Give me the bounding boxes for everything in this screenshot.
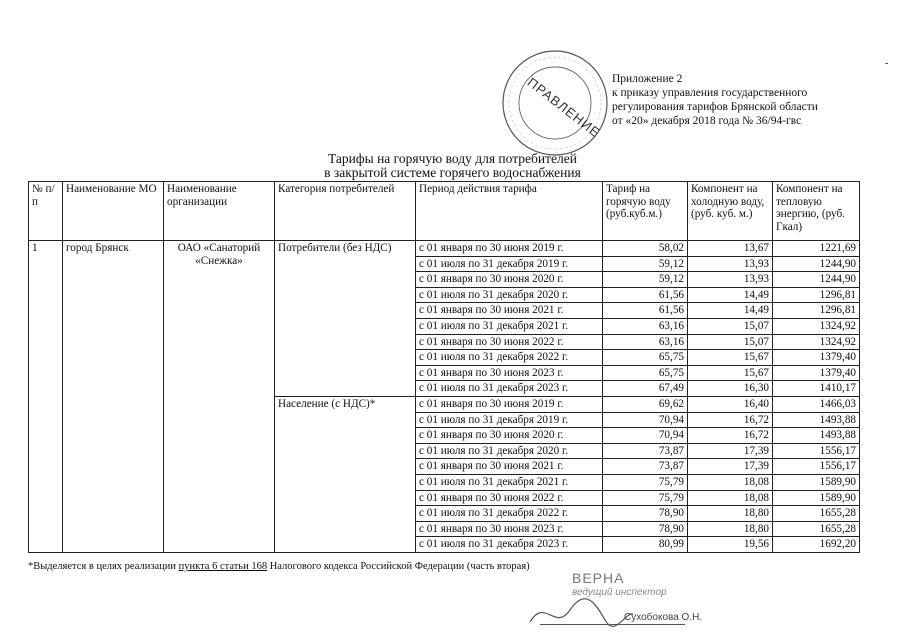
cell-heat-component: 1466,03 [773,396,860,412]
header-period: Период действия тарифа [416,182,603,241]
cell-period: с 01 января по 30 июня 2019 г. [416,241,603,257]
cell-cold-component: 15,07 [688,318,773,334]
certification-stamp: ВЕРНА [572,570,625,586]
cell-heat-component: 1379,40 [773,350,860,366]
document-page: ПРАВЛЕНИЕ - Приложение 2 к приказу управления государственного регулирования тарифов Брянской области от «20» декабря 2018 года № 36/94-гвс Тарифы на горячую воду для потребителей в закрытой системе горячего водоснабжения № п/п Наименование МО Наименование организации Категория потребителей Период действия тарифа Тариф на горячую воду (руб.куб.м.) Компонент на холодную воду, (руб. куб. м.) Компонент на тепловую энергию, (руб. Гкал) 1 город Брянск ОАО «Санаторий «Снежка» Потребители (без НДС) с 01 января по 30 июня 2019 г. 58,02 13,67 1221,69 с 01 июля по 31 декабря 2019 г. 59,12 13,93 1244,90 с 01 января по 30 июня 2020 г. 59,12 13,93 1244,90 с 01 июля по 31 декабря 2020 г. 61,56 14,49 1296,81 с 01 января по 30 июня 2021 г. 61,56 14,49 1296,81 с 01 июля по 31 декабря 2021 г. 63,16 15,07 1324,92 с 01 января по 30 июня 2022 г. 63,16 15,07 1324,92 с 01 июля по 31 декабря 2022 г. 65,75 15,67 1379,40 с 01 января по 30 июня 2023 г. 65,75 15,67 1379,40 с 01 июля по 31 декабря 2023 г. 67,49 16,30 1410,17 Население (с НДС)* с 01 января по 30 июня 2019 г. 69,62 16,40 1466,03 с 01 июля по 31 декабря 2019 г. 70,94 16,72 1493,88 с 01 января по 30 июня 2020 г. 70,94 16,72 1493,88 с 01 июля по 31 декабря 2020 г. 73,87 17,39 1556,17 с 01 января по 30 июня 2021 г. 73,87 17,39 1556,17 с 01 июля по 31 декабря 2021 г. 75,79 18,08 1589,90 с 01 января по 30 июня 2022 г. 75,79 18,08 1589,90 с 01 июля по 31 декабря 2022 г. 78,90 18,80 1655,28 с 01 января по 30 июня 2023 г. 78,90 18,80 1655,28 с 01 июля по 31 декабря 2023 г. 80,99 19,56 1692,20 *Выделяется в целях реализации пункта 6 статьи 168 Налогового кодекса Российской Федерации (часть вторая) ВЕРНА ведущий инспектор Сухобокова О.Н. [0,0,905,640]
cell-tariff: 67,49 [603,381,688,397]
cell-period: с 01 января по 30 июня 2020 г. [416,272,603,288]
cell-heat-component: 1410,17 [773,381,860,397]
cell-cold-component: 17,39 [688,459,773,475]
cell-tariff: 78,90 [603,506,688,522]
cell-tariff: 61,56 [603,303,688,319]
cell-period: с 01 июля по 31 декабря 2020 г. [416,287,603,303]
cell-heat-component: 1244,90 [773,272,860,288]
cell-cold-component: 15,07 [688,334,773,350]
cell-cold-component: 13,93 [688,272,773,288]
cell-tariff: 59,12 [603,256,688,272]
cell-cold-component: 18,08 [688,474,773,490]
cell-heat-component: 1692,20 [773,537,860,553]
footnote-suffix: Налогового кодекса Российской Федерации (часть вторая) [267,561,530,572]
cell-tariff: 70,94 [603,428,688,444]
table-header-row [29,182,860,241]
cell-heat-component: 1324,92 [773,318,860,334]
cell-heat-component: 1589,90 [773,474,860,490]
cell-cold-component: 18,80 [688,506,773,522]
cell-no: 1 [29,241,63,553]
cell-tariff: 70,94 [603,412,688,428]
cell-cold-component: 13,67 [688,241,773,257]
signature-icon [525,592,635,632]
header-heat-component: Компонент на тепловую энергию, (руб. Гкал) [773,182,860,241]
cell-period: с 01 июля по 31 декабря 2021 г. [416,474,603,490]
cell-period: с 01 июля по 31 декабря 2023 г. [416,381,603,397]
cell-org: ОАО «Санаторий «Снежка» [164,241,275,553]
cell-heat-component: 1493,88 [773,428,860,444]
cell-period: с 01 июля по 31 декабря 2023 г. [416,537,603,553]
cell-tariff: 58,02 [603,241,688,257]
cell-period: с 01 января по 30 июня 2023 г. [416,365,603,381]
cell-period: с 01 января по 30 июня 2022 г. [416,334,603,350]
cell-period: с 01 июля по 31 декабря 2020 г. [416,443,603,459]
appendix-line: Приложение 2 [612,73,683,85]
signature-line [540,624,685,625]
appendix-line: регулирования тарифов Брянской области [612,101,818,113]
appendix-line: к приказу управления государственного [612,87,808,99]
title-line-2: в закрытой системе горячего водоснабжения [324,165,581,180]
cell-period: с 01 января по 30 июня 2019 г. [416,396,603,412]
cell-mo: город Брянск [63,241,164,553]
cell-tariff: 65,75 [603,365,688,381]
cell-heat-component: 1493,88 [773,412,860,428]
cell-category: Население (с НДС)* [275,396,416,552]
tariff-table [28,181,860,553]
cell-tariff: 63,16 [603,334,688,350]
footnote [28,561,530,572]
cell-period: с 01 июля по 31 декабря 2022 г. [416,350,603,366]
cell-tariff: 80,99 [603,537,688,553]
cell-period: с 01 июля по 31 декабря 2021 г. [416,318,603,334]
cell-period: с 01 января по 30 июня 2023 г. [416,521,603,537]
cell-period: с 01 июля по 31 декабря 2019 г. [416,256,603,272]
stamp-text: ПРАВЛЕНИЕ [524,74,604,141]
cell-tariff: 63,16 [603,318,688,334]
cell-cold-component: 14,49 [688,287,773,303]
cell-period: с 01 июля по 31 декабря 2019 г. [416,412,603,428]
cell-heat-component: 1296,81 [773,287,860,303]
appendix-line: от «20» декабря 2018 года № 36/94-гвс [612,115,802,127]
cell-cold-component: 15,67 [688,350,773,366]
cell-cold-component: 14,49 [688,303,773,319]
cell-tariff: 61,56 [603,287,688,303]
cell-tariff: 73,87 [603,459,688,475]
cell-tariff: 75,79 [603,490,688,506]
cell-heat-component: 1556,17 [773,443,860,459]
header-no: № п/п [29,182,63,241]
table-body [29,241,860,553]
cell-cold-component: 18,08 [688,490,773,506]
title-line-1: Тарифы на горячую воду для потребителей [328,151,577,166]
cell-heat-component: 1556,17 [773,459,860,475]
header-org: Наименование организации [164,182,275,241]
cell-cold-component: 17,39 [688,443,773,459]
cell-heat-component: 1221,69 [773,241,860,257]
cell-heat-component: 1379,40 [773,365,860,381]
cell-cold-component: 16,72 [688,428,773,444]
cell-tariff: 65,75 [603,350,688,366]
footnote-law-link[interactable]: пункта 6 статьи 168 [178,561,268,572]
cell-category: Потребители (без НДС) [275,241,416,397]
document-title [0,152,905,180]
cell-heat-component: 1589,90 [773,490,860,506]
cell-cold-component: 13,93 [688,256,773,272]
footnote-prefix: *Выделяется в целях реализации [28,561,179,572]
cell-cold-component: 15,67 [688,365,773,381]
cell-period: с 01 января по 30 июня 2020 г. [416,428,603,444]
inspector-position: ведущий инспектор [572,587,667,598]
cell-tariff: 75,79 [603,474,688,490]
cell-cold-component: 19,56 [688,537,773,553]
cell-heat-component: 1655,28 [773,506,860,522]
header-category: Категория потребителей [275,182,416,241]
cell-period: с 01 июля по 31 декабря 2022 г. [416,506,603,522]
cell-tariff: 59,12 [603,272,688,288]
cell-tariff: 73,87 [603,443,688,459]
table-row [29,241,860,257]
cell-period: с 01 января по 30 июня 2022 г. [416,490,603,506]
cell-cold-component: 18,80 [688,521,773,537]
cell-period: с 01 января по 30 июня 2021 г. [416,459,603,475]
cell-tariff: 69,62 [603,396,688,412]
cell-cold-component: 16,40 [688,396,773,412]
cell-heat-component: 1655,28 [773,521,860,537]
cell-cold-component: 16,72 [688,412,773,428]
header-cold-component: Компонент на холодную воду, (руб. куб. м.) [688,182,773,241]
signer-name: Сухобокова О.Н. [624,612,703,623]
appendix-block [612,72,818,128]
cell-period: с 01 января по 30 июня 2021 г. [416,303,603,319]
header-mo: Наименование МО [63,182,164,241]
cell-cold-component: 16,30 [688,381,773,397]
header-tariff: Тариф на горячую воду (руб.куб.м.) [603,182,688,241]
cell-tariff: 78,90 [603,521,688,537]
cell-heat-component: 1244,90 [773,256,860,272]
cell-heat-component: 1296,81 [773,303,860,319]
cell-heat-component: 1324,92 [773,334,860,350]
